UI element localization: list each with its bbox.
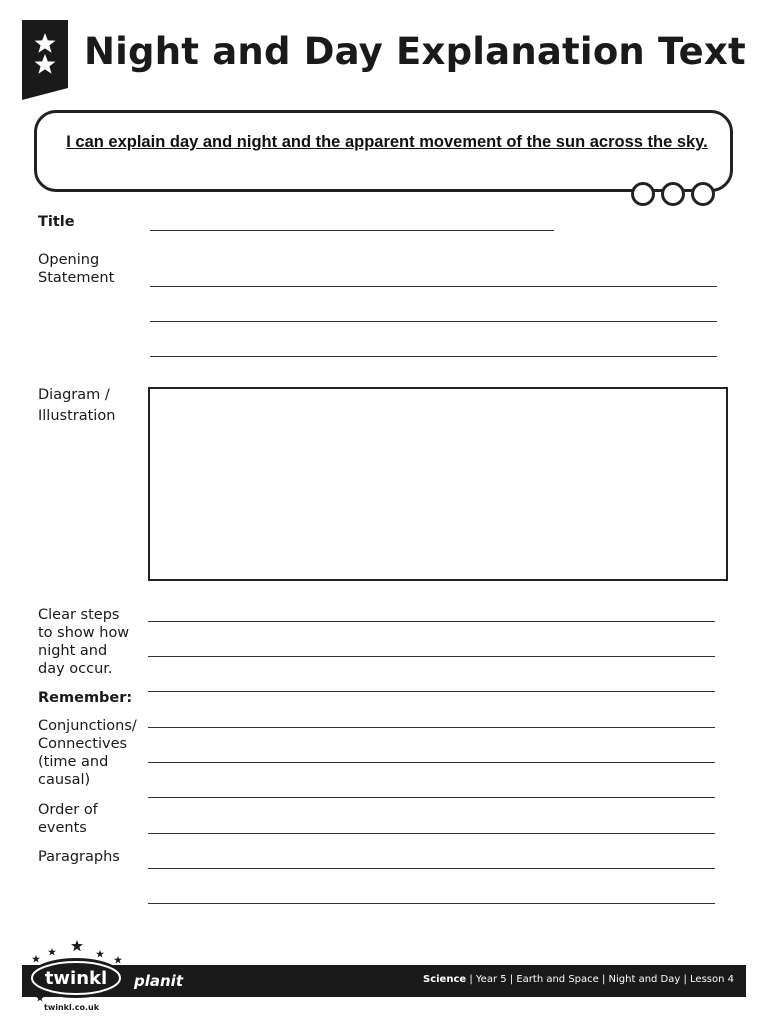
paragraphs-label: Paragraphs bbox=[38, 849, 120, 865]
order-label-line-1: Order of bbox=[38, 802, 98, 818]
opening-write-line[interactable] bbox=[150, 321, 717, 322]
conjunctions-label-line-4: causal) bbox=[38, 772, 91, 788]
opening-label-line-2: Statement bbox=[38, 270, 115, 286]
steps-label-line-1: Clear steps bbox=[38, 607, 120, 623]
explanation-write-line[interactable] bbox=[148, 691, 715, 692]
explanation-write-line[interactable] bbox=[148, 656, 715, 657]
order-label-line-2: events bbox=[38, 820, 87, 836]
twinkl-logo bbox=[22, 940, 132, 1012]
diagram-drawing-box[interactable] bbox=[148, 387, 728, 581]
conjunctions-label-line-3: (time and bbox=[38, 754, 109, 770]
title-write-line[interactable] bbox=[150, 230, 554, 231]
objective-text: I can explain day and night and the apparent movement of the sun across the sky. bbox=[66, 133, 708, 151]
explanation-write-line[interactable] bbox=[148, 903, 715, 904]
explanation-write-line[interactable] bbox=[148, 762, 715, 763]
explanation-write-line[interactable] bbox=[148, 868, 715, 869]
title-label: Title bbox=[38, 214, 75, 230]
order-label bbox=[38, 801, 98, 837]
explanation-write-line[interactable] bbox=[148, 621, 715, 622]
explanation-write-line[interactable] bbox=[148, 727, 715, 728]
two-stars-icon bbox=[22, 20, 68, 100]
steps-label-line-2: to show how bbox=[38, 625, 130, 641]
three-circles-icon bbox=[630, 181, 716, 207]
lesson-breadcrumb bbox=[423, 974, 734, 985]
explanation-write-line[interactable] bbox=[148, 833, 715, 834]
steps-label-line-3: night and bbox=[38, 643, 108, 659]
steps-label bbox=[38, 606, 129, 678]
breadcrumb-path: | Year 5 | Earth and Space | Night and Day | Lesson 4 bbox=[466, 974, 734, 985]
steps-label-line-4: day occur. bbox=[38, 661, 113, 677]
diagram-label bbox=[38, 386, 115, 425]
planit-brand: planit bbox=[134, 972, 183, 990]
breadcrumb-subject: Science bbox=[423, 974, 467, 985]
remember-label: Remember: bbox=[38, 690, 133, 706]
diagram-label-line-2: Illustration bbox=[38, 408, 116, 424]
site-url: twinkl.co.uk bbox=[44, 1003, 100, 1012]
opening-write-line[interactable] bbox=[150, 286, 717, 287]
conjunctions-label bbox=[38, 717, 137, 789]
page-title: Night and Day Explanation Text bbox=[84, 30, 746, 73]
opening-label-line-1: Opening bbox=[38, 252, 100, 268]
opening-write-line[interactable] bbox=[150, 356, 717, 357]
diagram-label-line-1: Diagram / bbox=[38, 387, 110, 403]
explanation-write-line[interactable] bbox=[148, 797, 715, 798]
twinkl-brand-text: twinkl bbox=[44, 968, 108, 989]
conjunctions-label-line-1: Conjunctions/ bbox=[38, 718, 137, 734]
opening-label bbox=[38, 251, 114, 287]
conjunctions-label-line-2: Connectives bbox=[38, 736, 128, 752]
